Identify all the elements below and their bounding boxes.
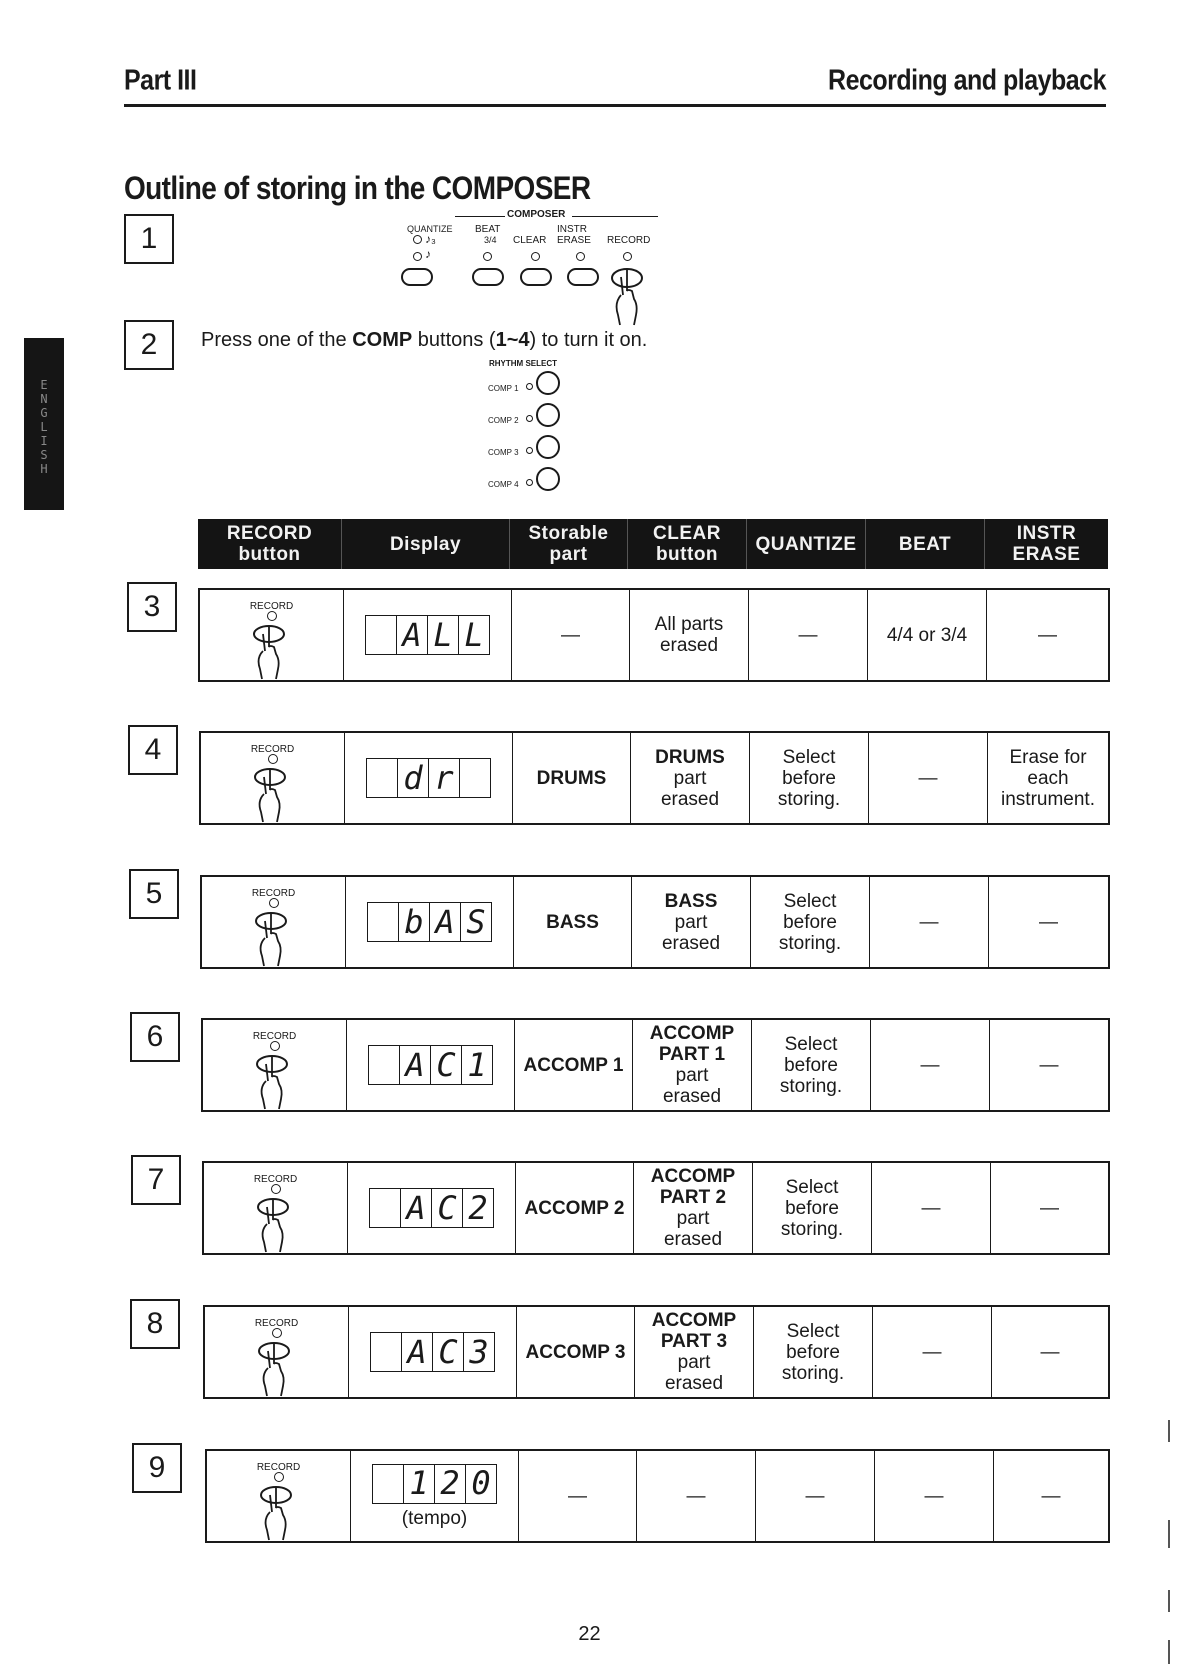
clear-cell <box>637 1451 756 1541</box>
clear-cell <box>630 590 749 680</box>
step-2-text-c: buttons ( <box>412 329 496 351</box>
table-row <box>199 731 1110 825</box>
edge-mark <box>1168 1420 1170 1442</box>
col-display: Display <box>342 519 510 569</box>
display-cell <box>351 1451 519 1541</box>
instr-erase-cell: Erase for each instrument. <box>1001 746 1095 810</box>
led-digit: A <box>400 1189 431 1227</box>
table-row <box>201 1018 1110 1112</box>
beat-led <box>483 252 492 261</box>
record-press-hand-icon[interactable] <box>252 624 292 680</box>
clear-line: ACCOMP <box>650 1166 736 1187</box>
comp-1-led <box>526 383 533 390</box>
instr-erase-button[interactable] <box>567 268 599 286</box>
record-led <box>268 754 278 764</box>
clear-cell <box>634 1163 753 1253</box>
record-press-hand-icon <box>610 265 650 327</box>
record-button-cell <box>207 1451 351 1541</box>
record-label: RECORD <box>254 1318 299 1329</box>
record-label: RECORD <box>250 744 295 755</box>
led-digit <box>370 1189 400 1227</box>
comp-4-button[interactable] <box>536 467 560 491</box>
record-label: RECORD <box>256 1462 301 1473</box>
record-button-cell <box>204 1163 348 1253</box>
table-row <box>205 1449 1110 1543</box>
col-clear-button: CLEAR button <box>628 519 747 569</box>
quantize-cell: Select before storing. <box>753 1163 872 1253</box>
clear-led <box>531 252 540 261</box>
clear-cell <box>632 877 751 967</box>
step-4-number: 4 <box>128 725 178 775</box>
page-number: 22 <box>578 1623 601 1645</box>
instr-erase-cell: — <box>1039 911 1058 933</box>
led-digit <box>367 759 397 797</box>
composer-group-line-left <box>455 216 505 217</box>
comp-1-button[interactable] <box>536 371 560 395</box>
led-display <box>372 1464 497 1504</box>
step-1-number: 1 <box>124 214 174 264</box>
record-button-cell <box>205 1307 349 1397</box>
record-label: RECORD <box>253 1174 298 1185</box>
led-digit: 3 <box>463 1333 494 1371</box>
section-label: Recording and playback <box>828 64 1106 97</box>
record-button-cell <box>203 1020 347 1110</box>
storable-part-cell: ACCOMP 3 <box>517 1307 635 1397</box>
led-display <box>370 1332 495 1372</box>
record-led <box>267 611 277 621</box>
clear-line: ACCOMP <box>651 1310 737 1331</box>
storable-part-cell: — <box>512 590 630 680</box>
record-press-hand-icon[interactable] <box>254 911 294 967</box>
clear-label: CLEAR <box>513 235 547 246</box>
led-digit <box>369 1046 399 1084</box>
led-digit: C <box>432 1333 463 1371</box>
edge-mark <box>1168 1520 1170 1548</box>
comp-2-led <box>526 415 533 422</box>
step-3-number: 3 <box>127 582 177 632</box>
edge-mark <box>1168 1590 1170 1612</box>
comp-1-label: COMP 1 <box>488 384 519 393</box>
comp-2-button[interactable] <box>536 403 560 427</box>
page-title: Outline of storing in the COMPOSER <box>124 170 591 206</box>
eighth-note-icon: ♪ <box>425 247 431 261</box>
comp-4-led <box>526 479 533 486</box>
erase-label: ERASE <box>557 235 591 246</box>
edge-mark <box>1168 1640 1170 1664</box>
led-digit: L <box>427 616 458 654</box>
clear-line: PART 3 <box>660 1331 728 1352</box>
clear-line: ACCOMP <box>649 1023 735 1044</box>
led-digit: 1 <box>403 1465 434 1503</box>
storable-part-cell: DRUMS <box>513 733 631 823</box>
table-row <box>202 1161 1110 1255</box>
beat-cell: 4/4 or 3/4 <box>868 590 987 680</box>
led-digit: d <box>397 759 428 797</box>
clear-button[interactable] <box>520 268 552 286</box>
display-cell <box>344 590 512 680</box>
storable-part-cell: BASS <box>514 877 632 967</box>
record-press-hand-icon[interactable] <box>257 1341 297 1397</box>
led-digit <box>373 1465 403 1503</box>
clear-line: erased <box>660 788 720 810</box>
col-quantize: QUANTIZE <box>747 519 866 569</box>
led-display <box>366 758 491 798</box>
clear-line: part <box>675 1065 709 1086</box>
step-2-text-a: Press one of the <box>201 329 353 351</box>
composer-group-label: COMPOSER <box>507 209 566 220</box>
record-press-hand-icon[interactable] <box>256 1197 296 1253</box>
record-label: RECORD <box>607 235 651 246</box>
led-digit: 2 <box>434 1465 465 1503</box>
step-2-number: 2 <box>124 320 174 370</box>
clear-line: erased <box>659 635 719 656</box>
clear-line: DRUMS <box>655 746 725 768</box>
led-display <box>365 615 490 655</box>
beat-cell: — <box>873 1307 992 1397</box>
led-digit: b <box>398 903 429 941</box>
quantize-cell: Select before storing. <box>751 877 870 967</box>
quantize-label: QUANTIZE <box>407 224 453 234</box>
led-digit: A <box>396 616 427 654</box>
record-press-hand-icon[interactable] <box>253 767 293 823</box>
clear-line: BASS <box>664 890 718 912</box>
step-8-number: 8 <box>130 1299 180 1349</box>
record-led <box>270 1041 280 1051</box>
beat-button[interactable] <box>472 268 504 286</box>
storable-part-cell: ACCOMP 2 <box>516 1163 634 1253</box>
led-digit: 2 <box>462 1189 493 1227</box>
display-cell <box>347 1020 515 1110</box>
comp-3-led <box>526 447 533 454</box>
led-digit: r <box>428 759 459 797</box>
eighth-led <box>413 252 422 261</box>
led-display <box>367 902 492 942</box>
instr-erase-cell: — <box>1039 1054 1059 1076</box>
quantize-cell: Select before storing. <box>752 1020 871 1110</box>
clear-line: erased <box>662 1086 722 1107</box>
record-label: RECORD <box>251 888 296 899</box>
display-cell <box>349 1307 517 1397</box>
composer-group-line-right <box>572 216 658 217</box>
clear-line: erased <box>663 1229 723 1250</box>
led-digit: S <box>460 903 491 941</box>
record-button-cell <box>201 733 345 823</box>
comp-3-label: COMP 3 <box>488 448 519 457</box>
record-button-cell <box>202 877 346 967</box>
clear-line: part <box>677 1352 711 1373</box>
quantize-cell: Select before storing. <box>754 1307 873 1397</box>
instr-erase-cell: — <box>1040 1341 1060 1363</box>
beat-cell: — <box>875 1451 994 1541</box>
clear-line: PART 1 <box>658 1044 726 1065</box>
triplet-note-icon: ♪₃ <box>425 232 436 246</box>
record-press-hand-icon[interactable] <box>259 1485 299 1541</box>
led-digit: A <box>401 1333 432 1371</box>
rhythm-select-panel <box>488 358 588 500</box>
led-digit: 1 <box>461 1046 492 1084</box>
record-led <box>269 898 279 908</box>
instr-erase-cell: — <box>1041 1485 1061 1507</box>
record-led <box>274 1472 284 1482</box>
table-row <box>203 1305 1110 1399</box>
led-digit: L <box>458 616 489 654</box>
header-rule <box>124 104 1106 107</box>
composer-panel <box>400 207 670 327</box>
col-instr-erase: INSTR ERASE <box>1012 523 1081 565</box>
led-digit <box>371 1333 401 1371</box>
led-digit <box>368 903 398 941</box>
beat-cell: — <box>872 1163 991 1253</box>
record-label: RECORD <box>249 601 294 612</box>
beat-cell: — <box>870 877 989 967</box>
col-record-button: RECORD button <box>198 519 342 569</box>
record-led <box>271 1184 281 1194</box>
instr-erase-cell: — <box>1040 1197 1059 1219</box>
part-label: Part III <box>124 64 197 97</box>
led-digit: A <box>429 903 460 941</box>
storable-part-cell: — <box>519 1451 637 1541</box>
step-7-number: 7 <box>131 1155 181 1205</box>
record-button-cell <box>200 590 344 680</box>
language-tab <box>24 338 64 510</box>
beat-label: BEAT <box>475 224 501 235</box>
beat-cell: — <box>869 733 988 823</box>
led-digit: C <box>431 1189 462 1227</box>
clear-line: part <box>676 1208 710 1229</box>
instr-label: INSTR <box>557 224 587 235</box>
step-2-text-b: COMP <box>352 329 413 351</box>
record-label: RECORD <box>252 1031 297 1042</box>
beat-34-label: 3/4 <box>484 235 497 245</box>
led-display <box>369 1188 494 1228</box>
beat-cell: — <box>871 1020 990 1110</box>
comp-2-label: COMP 2 <box>488 416 519 425</box>
clear-line: PART 2 <box>659 1187 727 1208</box>
clear-cell <box>635 1307 754 1397</box>
step-2-text-e: ) to turn it on. <box>529 329 648 351</box>
language-tab-label: ENGLISH <box>37 378 51 476</box>
led-digit: 0 <box>465 1465 496 1503</box>
clear-line: erased <box>664 1373 724 1394</box>
display-cell <box>346 877 514 967</box>
table-header <box>198 519 1108 569</box>
clear-cell <box>631 733 750 823</box>
display-cell <box>348 1163 516 1253</box>
display-note: (tempo) <box>401 1507 468 1529</box>
clear-line: erased <box>661 932 721 954</box>
quantize-cell: — <box>749 590 868 680</box>
display-cell <box>345 733 513 823</box>
instr-erase-led <box>576 252 585 261</box>
triplet-led <box>413 235 422 244</box>
clear-line: All parts <box>654 614 724 635</box>
storable-part-cell: ACCOMP 1 <box>515 1020 633 1110</box>
clear-line: — <box>686 1485 706 1507</box>
led-digit <box>459 759 490 797</box>
step-2-instruction <box>201 329 647 352</box>
table-row <box>200 875 1110 969</box>
instr-erase-cell: — <box>1038 624 1057 646</box>
comp-4-label: COMP 4 <box>488 480 519 489</box>
quantize-cell: Select before storing. <box>750 733 869 823</box>
col-beat: BEAT <box>866 519 985 569</box>
record-press-hand-icon[interactable] <box>255 1054 295 1110</box>
step-5-number: 5 <box>129 869 179 919</box>
clear-line: part <box>674 911 708 933</box>
step-6-number: 6 <box>130 1012 180 1062</box>
step-9-number: 9 <box>132 1443 182 1493</box>
quantize-cell: — <box>756 1451 875 1541</box>
led-digit <box>366 616 396 654</box>
col-storable-part: Storable part <box>510 519 628 569</box>
table-row <box>198 588 1110 682</box>
quantize-button[interactable] <box>401 268 433 286</box>
comp-3-button[interactable] <box>536 435 560 459</box>
led-display <box>368 1045 493 1085</box>
led-digit: A <box>399 1046 430 1084</box>
record-led <box>272 1328 282 1338</box>
clear-cell <box>633 1020 752 1110</box>
clear-line: part <box>673 767 707 789</box>
step-2-text-d: 1~4 <box>495 329 530 351</box>
led-digit: C <box>430 1046 461 1084</box>
rhythm-select-label: RHYTHM SELECT <box>489 359 557 368</box>
record-led <box>623 252 632 261</box>
